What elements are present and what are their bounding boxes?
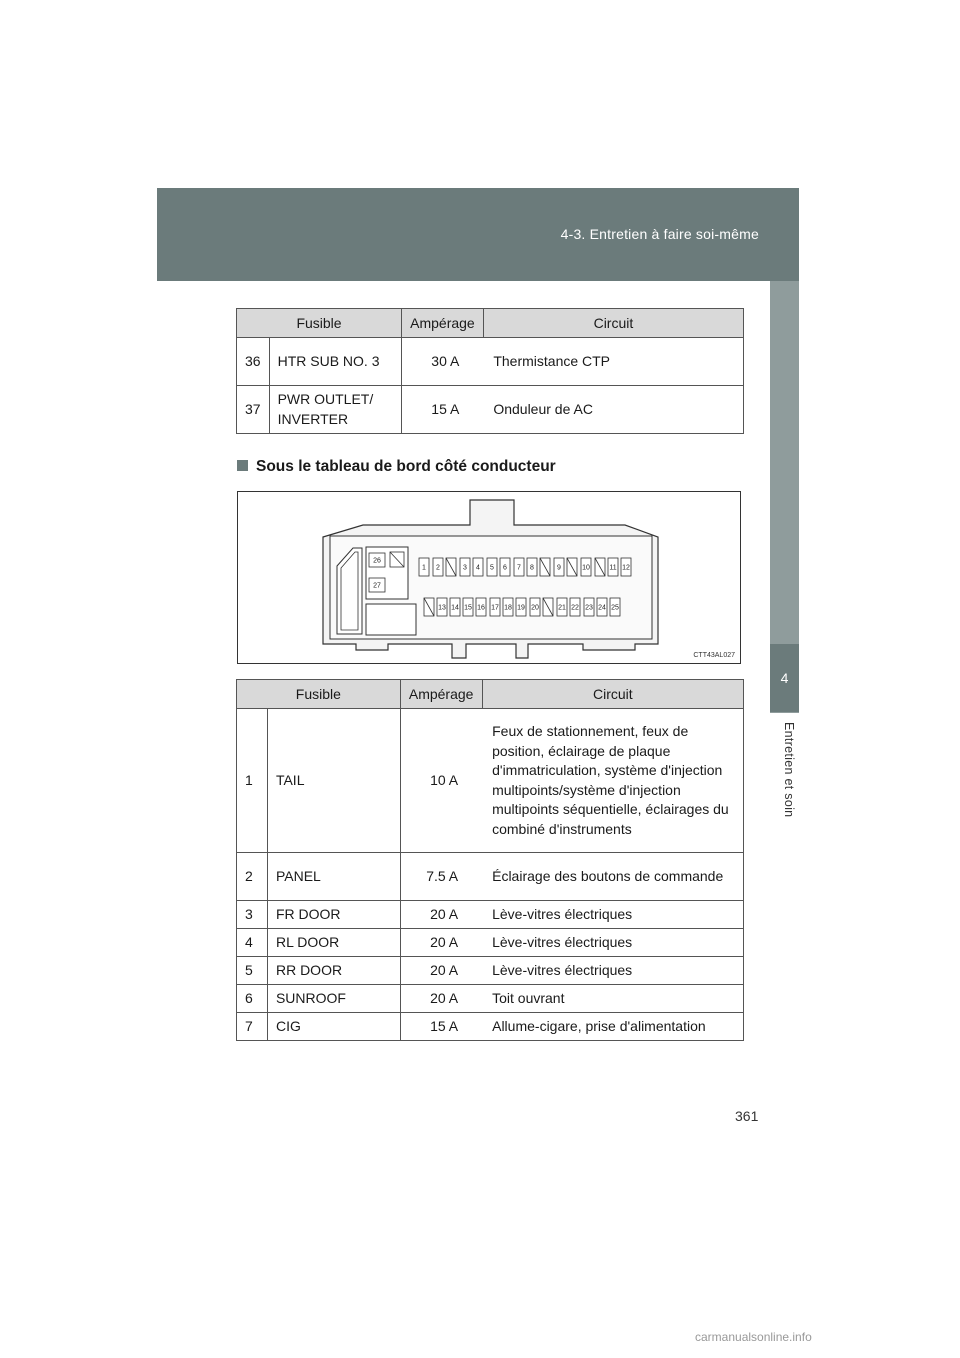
fuse-name: RL DOOR: [267, 929, 400, 957]
fuse-amperage: 15 A: [400, 1013, 482, 1041]
fuse-label-17: 17: [491, 604, 499, 612]
table-row: [237, 386, 744, 434]
fuse-amperage: 30 A: [402, 338, 484, 386]
fuse-name: CIG: [267, 1013, 400, 1041]
fuse-amperage: 10 A: [400, 709, 482, 853]
fuse-number: 3: [237, 901, 268, 929]
chapter-tab[interactable]: 4: [770, 644, 799, 712]
section-title-text: Sous le tableau de bord côté conducteur: [256, 458, 556, 475]
fuse-label-25: 25: [611, 604, 619, 612]
fuse-label-12: 12: [622, 564, 630, 572]
header-amperage: Ampérage: [402, 309, 484, 338]
fuse-number: 5: [237, 957, 268, 985]
fuse-number: 36: [237, 338, 270, 386]
fuse-name: PWR OUTLET/ INVERTER: [269, 386, 401, 434]
fuse-label-18: 18: [504, 604, 512, 612]
fuse-number: 4: [237, 929, 268, 957]
page-number: 361: [735, 1108, 759, 1124]
fuse-number: 7: [237, 1013, 268, 1041]
fuse-circuit: Lève-vitres électriques: [482, 957, 743, 985]
square-bullet-icon: [237, 460, 248, 471]
header-band: [157, 188, 799, 281]
fuse-label-5: 5: [490, 564, 494, 572]
table-row: [237, 853, 744, 901]
fuse-label-21: 21: [558, 604, 566, 612]
header-circuit: Circuit: [483, 309, 743, 338]
fuse-name: FR DOOR: [267, 901, 400, 929]
fuse-label-16: 16: [477, 604, 485, 612]
header-fusible: Fusible: [237, 309, 402, 338]
fuse-label-6: 6: [503, 564, 507, 572]
fuse-label-9: 9: [557, 564, 561, 572]
fuse-amperage: 7.5 A: [400, 853, 482, 901]
fuse-amperage: 20 A: [400, 985, 482, 1013]
fuse-label-4: 4: [476, 564, 480, 572]
fuse-box-diagram: [237, 491, 741, 664]
fuse-amperage: 15 A: [402, 386, 484, 434]
table-row: [237, 957, 744, 985]
header-amperage: Ampérage: [400, 680, 482, 709]
header-fusible: Fusible: [237, 680, 401, 709]
table-header-row: [237, 309, 744, 338]
fuse-circuit: Thermistance CTP: [483, 338, 743, 386]
fuse-label-24: 24: [598, 604, 606, 612]
fuse-number: 2: [237, 853, 268, 901]
fuse-name: RR DOOR: [267, 957, 400, 985]
fuse-circuit: Lève-vitres électriques: [482, 901, 743, 929]
fuse-label-23: 23: [585, 604, 593, 612]
fuse-circuit: Onduleur de AC: [483, 386, 743, 434]
fuse-label-27: 27: [373, 582, 381, 590]
table-row: [237, 929, 744, 957]
fuse-label-10: 10: [582, 564, 590, 572]
fuse-table-bottom: [236, 679, 744, 1041]
fuse-circuit: Allume-cigare, prise d'alimentation: [482, 1013, 743, 1041]
fuse-circuit: Toit ouvrant: [482, 985, 743, 1013]
fuse-label-3: 3: [463, 564, 467, 572]
fuse-label-26: 26: [373, 557, 381, 565]
table-row: [237, 338, 744, 386]
table-row: [237, 1013, 744, 1041]
fuse-label-22: 22: [571, 604, 579, 612]
fuse-number: 6: [237, 985, 268, 1013]
fuse-label-2: 2: [436, 564, 440, 572]
table-header-row: [237, 680, 744, 709]
fuse-box-illustration: [238, 492, 740, 663]
watermark-text: carmanualsonline.info: [695, 1330, 812, 1344]
fuse-name: TAIL: [267, 709, 400, 853]
fuse-label-19: 19: [517, 604, 525, 612]
chapter-tab-label: Entretien et soin: [782, 722, 796, 818]
fuse-label-20: 20: [531, 604, 539, 612]
fuse-label-14: 14: [451, 604, 459, 612]
table-row: [237, 985, 744, 1013]
fuse-label-13: 13: [438, 604, 446, 612]
fuse-label-1: 1: [422, 564, 426, 572]
fuse-amperage: 20 A: [400, 929, 482, 957]
fuse-name: HTR SUB NO. 3: [269, 338, 401, 386]
section-title: [237, 458, 556, 476]
fuse-number: 37: [237, 386, 270, 434]
table-row: [237, 709, 744, 853]
fuse-label-15: 15: [464, 604, 472, 612]
section-header: 4-3. Entretien à faire soi-même: [560, 226, 759, 242]
diagram-code: CTT43AL027: [693, 652, 735, 659]
fuse-label-11: 11: [609, 564, 617, 572]
table-row: [237, 901, 744, 929]
fuse-label-8: 8: [530, 564, 534, 572]
fuse-amperage: 20 A: [400, 957, 482, 985]
fuse-name: PANEL: [267, 853, 400, 901]
fuse-circuit: Lève-vitres électriques: [482, 929, 743, 957]
fuse-label-7: 7: [517, 564, 521, 572]
fuse-circuit: Feux de stationnement, feux de position, éclairage de plaque d'immatriculation, système d'injection multipoints/système d'injection multipoints séquentielle, éclairages du combiné d'instruments: [482, 709, 743, 853]
fuse-amperage: 20 A: [400, 901, 482, 929]
fuse-circuit: Éclairage des boutons de commande: [482, 853, 743, 901]
fuse-number: 1: [237, 709, 268, 853]
header-circuit: Circuit: [482, 680, 743, 709]
fuse-name: SUNROOF: [267, 985, 400, 1013]
fuse-table-top: [236, 308, 744, 434]
